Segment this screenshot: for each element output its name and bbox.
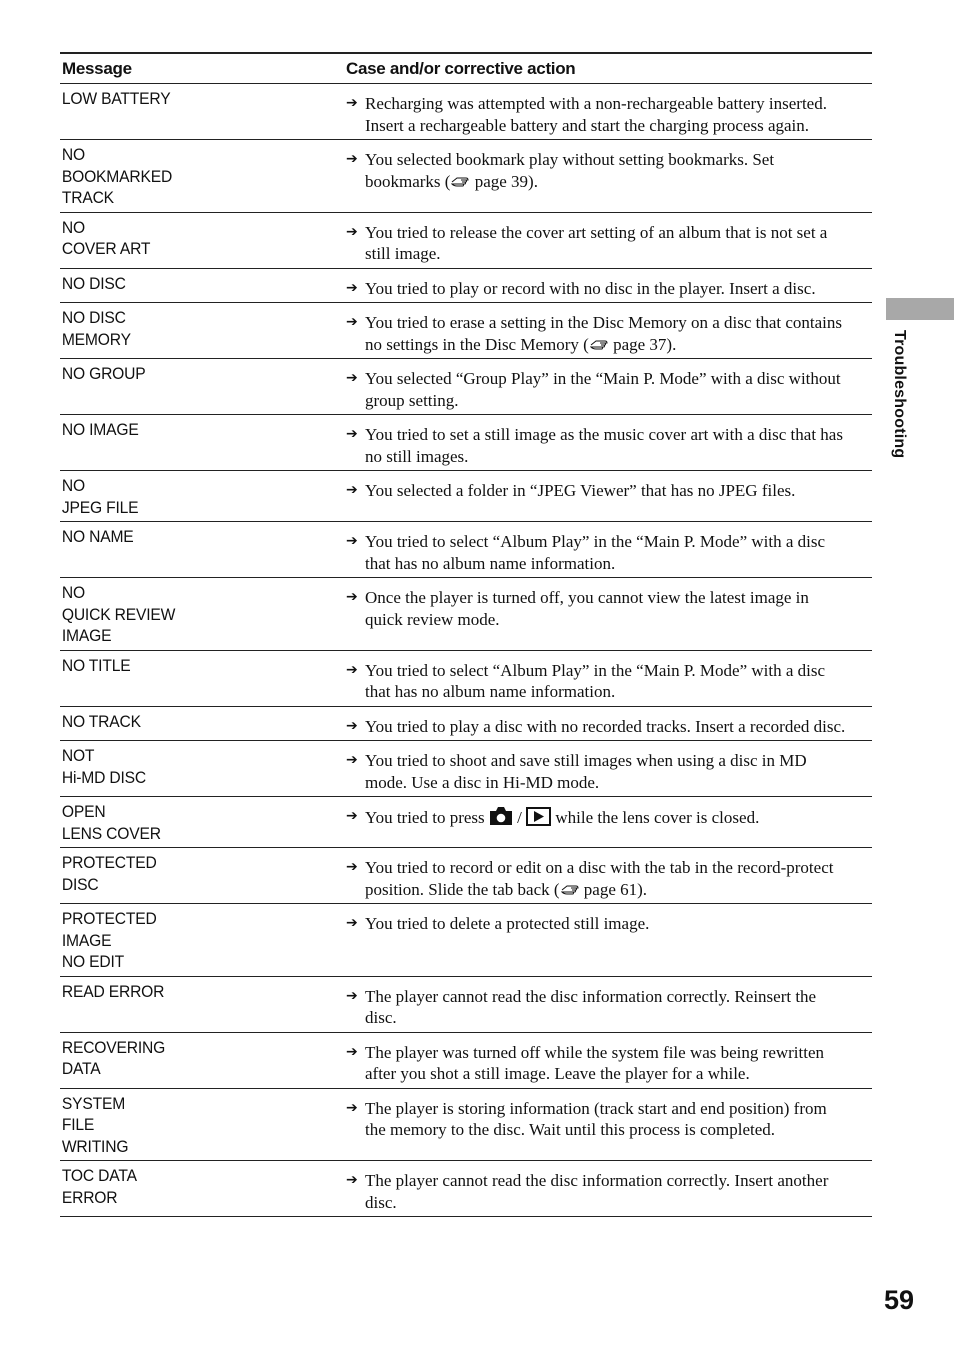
message-line: DATA [61, 1059, 101, 1078]
arrow-icon: ➔ [346, 661, 358, 678]
message-line: LENS COVER [61, 823, 161, 843]
message-cell [60, 217, 323, 265]
arrow-icon: ➔ [346, 915, 358, 931]
table-row [60, 471, 872, 522]
message-cell [60, 307, 323, 355]
action-cell [346, 419, 872, 467]
message-line: FILE [61, 1115, 95, 1134]
message-line: NO DISC [61, 273, 126, 293]
message-line: NO TRACK [61, 711, 141, 731]
message-line: PROTECTED [61, 909, 157, 928]
action-text: while the lens cover is closed. [551, 808, 760, 827]
arrow-icon: ➔ [346, 1172, 358, 1188]
message-line: OPEN [61, 802, 106, 821]
table-header [60, 54, 872, 84]
message-line: NO [61, 476, 85, 495]
message-cell [60, 526, 323, 574]
action-cell [346, 144, 872, 209]
action-text: Once the player is turned off, you cannot view the latest image in quick review mode. [365, 588, 809, 629]
action-text: You tried to shoot and save still images when using a disc in MD mode. Use a disc in Hi-MD mode. [365, 751, 807, 792]
action-text: The player is storing information (track start and end position) from the memory to the disc. Wait until this process is completed. [365, 1098, 827, 1139]
table-row [60, 269, 872, 304]
message-cell [60, 1165, 323, 1213]
action-cell [346, 582, 872, 647]
section-tab-marker [886, 298, 954, 320]
page-number: 59 [884, 1285, 915, 1315]
action-cell [346, 475, 872, 518]
message-line: NO NAME [61, 527, 134, 546]
arrow-icon: ➔ [346, 859, 358, 875]
action-text: The player cannot read the disc information correctly. Reinsert the disc. [365, 986, 817, 1027]
action-text: You tried to erase a setting in the Disc Memory on a disc that contains no settings in the Disc Memory ( [365, 313, 843, 354]
action-cell [346, 852, 872, 900]
arrow-icon: ➔ [346, 1043, 358, 1060]
arrow-icon: ➔ [346, 987, 358, 1004]
section-label: Troubleshooting [891, 330, 908, 459]
arrow-icon: ➔ [346, 95, 358, 111]
action-text: You tried to record or edit on a disc with the tab in the record-protect position. Slide the tab back ( [365, 858, 834, 899]
reference-hand-icon [561, 883, 579, 897]
arrow-icon: ➔ [346, 808, 358, 824]
message-line: IMAGE [61, 626, 112, 645]
reference-hand-icon [451, 175, 469, 189]
arrow-icon: ➔ [346, 370, 358, 386]
action-cell [346, 363, 872, 411]
table-row [60, 707, 872, 742]
message-cell [60, 981, 323, 1029]
action-cell [346, 526, 872, 574]
message-cell [60, 475, 323, 518]
message-cell [60, 144, 323, 209]
action-text: page 61). [579, 879, 648, 899]
message-line: WRITING [61, 1136, 129, 1156]
message-line: MEMORY [61, 329, 131, 349]
action-cell [346, 1037, 872, 1085]
action-text: The player was turned off while the system file was being rewritten after you shot a still image. Leave the player for a while. [365, 1042, 825, 1083]
message-line: ERROR [61, 1187, 118, 1207]
message-cell [60, 852, 323, 900]
message-cell [60, 273, 323, 300]
action-cell [346, 88, 872, 136]
message-cell [60, 1093, 323, 1158]
table-row [60, 904, 872, 977]
message-cell [60, 1037, 323, 1085]
message-line: BOOKMARKED [61, 166, 173, 186]
action-text: / [512, 808, 527, 827]
message-line: NO [61, 217, 85, 237]
message-cell [60, 801, 323, 844]
message-line: NO TITLE [61, 655, 131, 675]
message-line: JPEG FILE [61, 497, 139, 517]
table-row [60, 1089, 872, 1162]
error-message-table [60, 52, 872, 1217]
action-cell [346, 801, 872, 844]
arrow-icon: ➔ [346, 717, 358, 734]
arrow-icon: ➔ [346, 279, 358, 296]
table-row [60, 522, 872, 578]
message-line: RECOVERING [61, 1037, 166, 1057]
message-line: LOW BATTERY [61, 89, 171, 108]
action-cell [346, 217, 872, 265]
table-row [60, 84, 872, 140]
arrow-icon: ➔ [346, 223, 358, 240]
table-row [60, 848, 872, 904]
action-cell [346, 307, 872, 355]
table-row [60, 578, 872, 651]
arrow-icon: ➔ [346, 1099, 358, 1116]
action-cell [346, 908, 872, 973]
play-icon [526, 807, 551, 826]
message-line: DISC [61, 874, 99, 894]
message-cell [60, 745, 323, 793]
table-row [60, 651, 872, 707]
message-line: COVER ART [61, 239, 151, 258]
table-row [60, 977, 872, 1033]
action-text: You tried to play or record with no disc in the player. Insert a disc. [365, 278, 816, 298]
action-text: You selected “Group Play” in the “Main P. Mode” with a disc without group setting. [365, 369, 841, 410]
message-cell [60, 655, 323, 703]
table-row [60, 1033, 872, 1089]
message-cell [60, 363, 323, 411]
action-cell [346, 1093, 872, 1158]
message-line: NO EDIT [61, 952, 124, 971]
message-line: NO DISC [61, 308, 126, 327]
arrow-icon: ➔ [346, 151, 358, 167]
table-row [60, 1161, 872, 1217]
action-text: You selected bookmark play without setting bookmarks. Set bookmarks ( [365, 150, 775, 191]
action-cell [346, 273, 872, 300]
table-row [60, 797, 872, 848]
action-cell [346, 745, 872, 793]
arrow-icon: ➔ [346, 533, 358, 549]
action-text: You tried to delete a protected still image. [365, 914, 650, 933]
table-row [60, 303, 872, 359]
message-line: READ ERROR [61, 981, 165, 1001]
message-cell [60, 908, 323, 973]
message-cell [60, 711, 323, 738]
action-text: You tried to release the cover art setting of an album that is not set a still image. [365, 222, 828, 263]
message-cell [60, 419, 323, 467]
message-cell [60, 88, 323, 136]
message-line: QUICK REVIEW [61, 604, 176, 624]
header-action: Case and/or corrective action [346, 58, 576, 78]
message-cell [60, 582, 323, 647]
message-line: PROTECTED [61, 853, 157, 872]
arrow-icon: ➔ [346, 426, 358, 442]
header-message: Message [62, 58, 132, 78]
action-cell [346, 981, 872, 1029]
table-row [60, 741, 872, 797]
action-text: page 39). [470, 171, 538, 191]
message-line: TRACK [61, 188, 114, 207]
action-text: You tried to set a still image as the music cover art with a disc that has no still images. [365, 425, 843, 466]
message-line: TOC DATA [61, 1166, 137, 1185]
action-cell [346, 711, 872, 738]
arrow-icon: ➔ [346, 482, 358, 498]
message-line: NO [61, 583, 85, 602]
arrow-icon: ➔ [346, 752, 358, 768]
action-cell [346, 655, 872, 703]
message-line: NO [61, 145, 85, 164]
table-row [60, 359, 872, 415]
message-line: SYSTEM [61, 1093, 126, 1113]
message-line: NOT [61, 746, 95, 765]
action-text: The player cannot read the disc information correctly. Insert another disc. [365, 1171, 829, 1212]
action-text: You tried to press [365, 808, 489, 827]
action-text: You tried to select “Album Play” in the “Main P. Mode” with a disc that has no album name information. [365, 532, 826, 573]
action-text: page 37). [608, 334, 677, 354]
table-row [60, 415, 872, 471]
message-line: NO IMAGE [61, 420, 139, 439]
message-line: IMAGE [61, 930, 112, 950]
table-row [60, 140, 872, 213]
message-line: NO GROUP [61, 364, 146, 383]
message-line: Hi-MD DISC [61, 767, 147, 787]
reference-hand-icon [590, 338, 608, 352]
arrow-icon: ➔ [346, 314, 358, 330]
action-text: You tried to select “Album Play” in the “Main P. Mode” with a disc that has no album name information. [365, 660, 826, 701]
action-cell [346, 1165, 872, 1213]
action-text: You selected a folder in “JPEG Viewer” that has no JPEG files. [365, 481, 796, 500]
action-text: Recharging was attempted with a non-rechargeable battery inserted. Insert a rechargeable battery and start the charging process again. [365, 94, 827, 135]
table-row [60, 213, 872, 269]
camera-icon [489, 806, 513, 826]
action-text: You tried to play a disc with no recorded tracks. Insert a recorded disc. [365, 716, 846, 736]
arrow-icon: ➔ [346, 589, 358, 605]
